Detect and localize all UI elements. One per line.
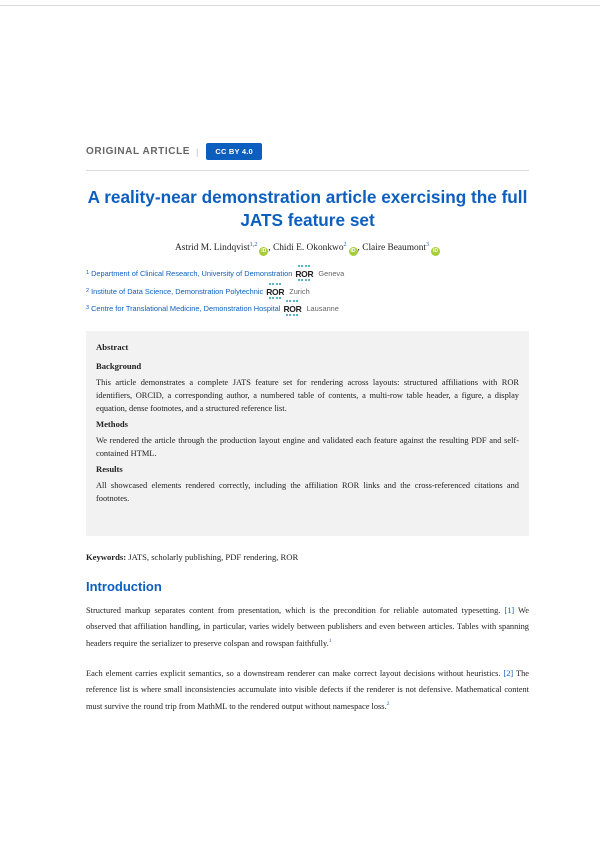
author-affil-ref[interactable]: 2 bbox=[343, 242, 347, 248]
author-affil-ref[interactable]: 1,2 bbox=[249, 242, 258, 248]
footnote-ref[interactable]: 1 bbox=[328, 638, 332, 645]
section-title-introduction: Introduction bbox=[86, 579, 162, 594]
affiliation-city: Lausanne bbox=[306, 303, 339, 313]
body-paragraph bbox=[86, 603, 529, 652]
affiliation-number: 1 bbox=[86, 270, 90, 276]
paragraph-text: We observed that affiliation handling, in particular, varies widely between publishers and even between articles. Tables with spanning headers require the serializer to preserve colspan and rowspan faithfully. bbox=[86, 606, 529, 649]
abstract-section-text: We rendered the article through the production layout engine and validated each feature against the resulting PDF and self-contained HTML. bbox=[96, 436, 519, 458]
title-divider bbox=[86, 170, 529, 171]
affiliation-institution[interactable]: Institute of Data Science, Demonstration Polytechnic bbox=[91, 286, 264, 296]
meta-separator: | bbox=[196, 146, 199, 157]
author-list: Astrid M. Lindqvist$^{1,2}$iD , Chidi E. Okonkwo$^2$iD , Claire Beaumont$^3$iD bbox=[175, 242, 438, 254]
author-name[interactable]: Claire Beaumont bbox=[362, 243, 426, 253]
ror-icon[interactable]: ROR bbox=[266, 286, 286, 296]
orcid-icon[interactable]: iD bbox=[350, 248, 356, 254]
top-divider bbox=[0, 5, 600, 6]
affiliation-item bbox=[86, 303, 339, 313]
ror-icon[interactable]: ROR bbox=[283, 303, 303, 313]
abstract-heading: Abstract bbox=[96, 342, 129, 352]
paragraph-text: Structured markup separates content from presentation, which is the precondition for reliable automated typesetting. bbox=[86, 606, 501, 615]
affiliation-institution[interactable]: Department of Clinical Research, University of Demonstration bbox=[91, 268, 293, 278]
keywords-label: Keywords: bbox=[86, 552, 127, 562]
keywords-text: JATS, scholarly publishing, PDF rendering, ROR bbox=[128, 552, 299, 562]
citation-link[interactable]: [1] bbox=[504, 606, 515, 615]
affiliation-number: 2 bbox=[86, 288, 90, 294]
abstract-section-title: Background bbox=[96, 361, 142, 371]
article-title: A reality-near demonstration article exercising the full JATS feature set bbox=[87, 187, 528, 230]
orcid-icon[interactable]: iD bbox=[261, 248, 267, 254]
article-meta bbox=[86, 143, 262, 160]
author-name[interactable]: Astrid M. Lindqvist bbox=[175, 243, 250, 253]
abstract-box bbox=[86, 331, 529, 536]
abstract-section-title: Methods bbox=[96, 419, 128, 429]
abstract-section-text: This article demonstrates a complete JATS feature set for rendering across layouts: structured affiliations with ROR identifiers, ORCID, a corresponding author, a numbered table of contents, a multi-row table header, a figure, a display equation, dense footnotes, and a structured reference list. bbox=[96, 378, 519, 413]
footnote-ref[interactable]: 2 bbox=[386, 701, 390, 708]
affiliation-item bbox=[86, 268, 344, 278]
paragraph-text: The reference list is where small inconsistencies accumulate into visible defects if the renderer is not defensive. Mathematical content must survive the round trip from MathML to the rendered output without namespace loss. bbox=[86, 669, 529, 712]
ror-icon[interactable]: ROR bbox=[295, 268, 315, 278]
author-affil-ref[interactable]: 3 bbox=[426, 242, 429, 248]
affiliation-city: Zurich bbox=[289, 286, 310, 296]
affiliation-number: 3 bbox=[86, 305, 90, 311]
license-badge[interactable]: CC BY 4.0 bbox=[206, 143, 262, 160]
affiliation-item bbox=[86, 286, 310, 296]
abstract-section-title: Results bbox=[96, 464, 123, 474]
abstract-section-text: All showcased elements rendered correctly, including the affiliation ROR links and the cross-referenced citations and footnotes. bbox=[96, 481, 519, 503]
body-paragraph bbox=[86, 666, 529, 715]
affiliation-city: Geneva bbox=[318, 268, 345, 278]
orcid-icon[interactable]: iD bbox=[433, 248, 438, 254]
paragraph-text: Each element carries explicit semantics, so a downstream renderer can make correct layout decisions without heuristics. bbox=[86, 669, 501, 678]
article-type: ORIGINAL ARTICLE bbox=[86, 146, 191, 157]
author-name[interactable]: Chidi E. Okonkwo bbox=[272, 243, 344, 253]
affiliation-institution[interactable]: Centre for Translational Medicine, Demonstration Hospital bbox=[91, 303, 281, 313]
citation-link[interactable]: [2] bbox=[503, 669, 514, 678]
keywords bbox=[86, 552, 298, 562]
